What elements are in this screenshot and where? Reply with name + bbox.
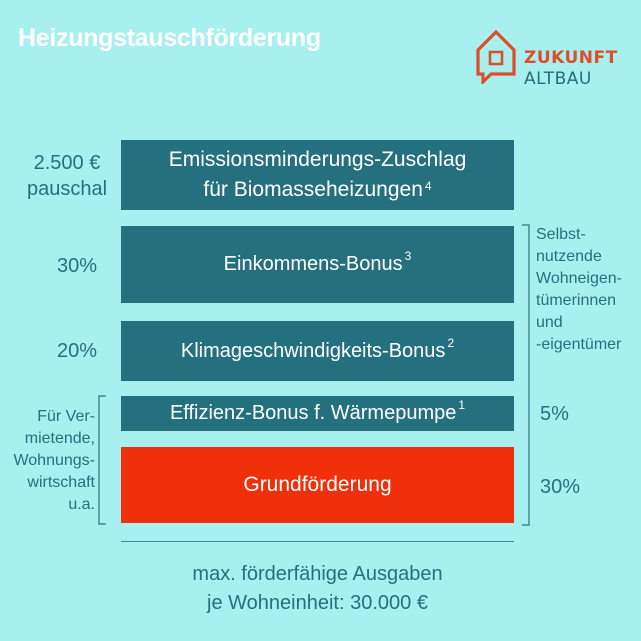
bar-efficiency-wrap (169, 398, 466, 425)
bar-base-funding (121, 447, 514, 523)
bar-base-label: Grundförderung (243, 473, 392, 496)
right-group-label (536, 224, 622, 356)
left-label-line: Für Ver- (37, 408, 95, 425)
footer-line1: max. förderfähige Ausgaben (192, 563, 443, 585)
emission-value (18, 150, 116, 202)
bar-emissions-line2-wrap (203, 175, 431, 205)
logo-text-altbau: ALTBAU (524, 69, 592, 89)
footnote-3: 3 (404, 249, 412, 263)
left-label-line: mietende, (24, 430, 95, 447)
bar-emissions-surcharge (121, 140, 514, 210)
income-percent: 30% (57, 255, 98, 277)
baseline (121, 541, 514, 542)
footnote-4: 4 (424, 179, 432, 193)
footer-line2: je Wohneinheit: 30.000 € (207, 592, 428, 614)
right-label-line: -eigentümer (536, 336, 622, 353)
logo (473, 26, 623, 88)
bar-income-wrap (223, 249, 412, 276)
right-label-line: Selbst- (536, 226, 586, 243)
efficiency-percent: 5% (540, 403, 569, 425)
footnote-2: 2 (447, 335, 455, 350)
right-label-line: nutzende (536, 248, 602, 265)
right-bracket (520, 224, 532, 526)
footer (121, 560, 514, 618)
bar-efficiency-bonus (121, 396, 514, 431)
logo-text-zukunft: ZUKUNFT (524, 48, 618, 68)
bar-income-label: Einkommens-Bonus (223, 253, 403, 275)
emission-amount: 2.500 € (33, 152, 101, 174)
left-bracket (98, 395, 110, 525)
bar-emissions-line1: Emissionsminderungs-Zuschlag (168, 148, 467, 171)
left-label-line: Wohnungs- (13, 452, 95, 469)
page-title: Heizungstauschförderung (18, 24, 321, 52)
bar-climate-speed-bonus (121, 321, 514, 381)
climate-percent: 20% (57, 340, 98, 362)
bar-efficiency-label: Effizienz-Bonus f. Wärmepumpe (169, 402, 457, 424)
bar-income-bonus (121, 226, 514, 303)
emission-mode: pauschal (26, 178, 108, 200)
bar-climate-wrap (180, 335, 455, 363)
right-label-line: Wohneigen- (536, 270, 622, 287)
bar-emissions-line2: für Biomasseheizungen (203, 178, 423, 201)
left-group-label (6, 406, 95, 516)
house-speech-bubble-icon (473, 26, 519, 84)
left-label-line: u.a. (68, 496, 95, 513)
base-percent: 30% (540, 476, 581, 498)
footnote-1: 1 (458, 398, 466, 412)
left-label-line: wirtschaft (27, 474, 95, 491)
right-label-line: tümerinnen (536, 292, 617, 309)
right-label-line: und (536, 314, 563, 331)
bar-climate-label: Klimageschwindigkeits-Bonus (180, 339, 446, 362)
